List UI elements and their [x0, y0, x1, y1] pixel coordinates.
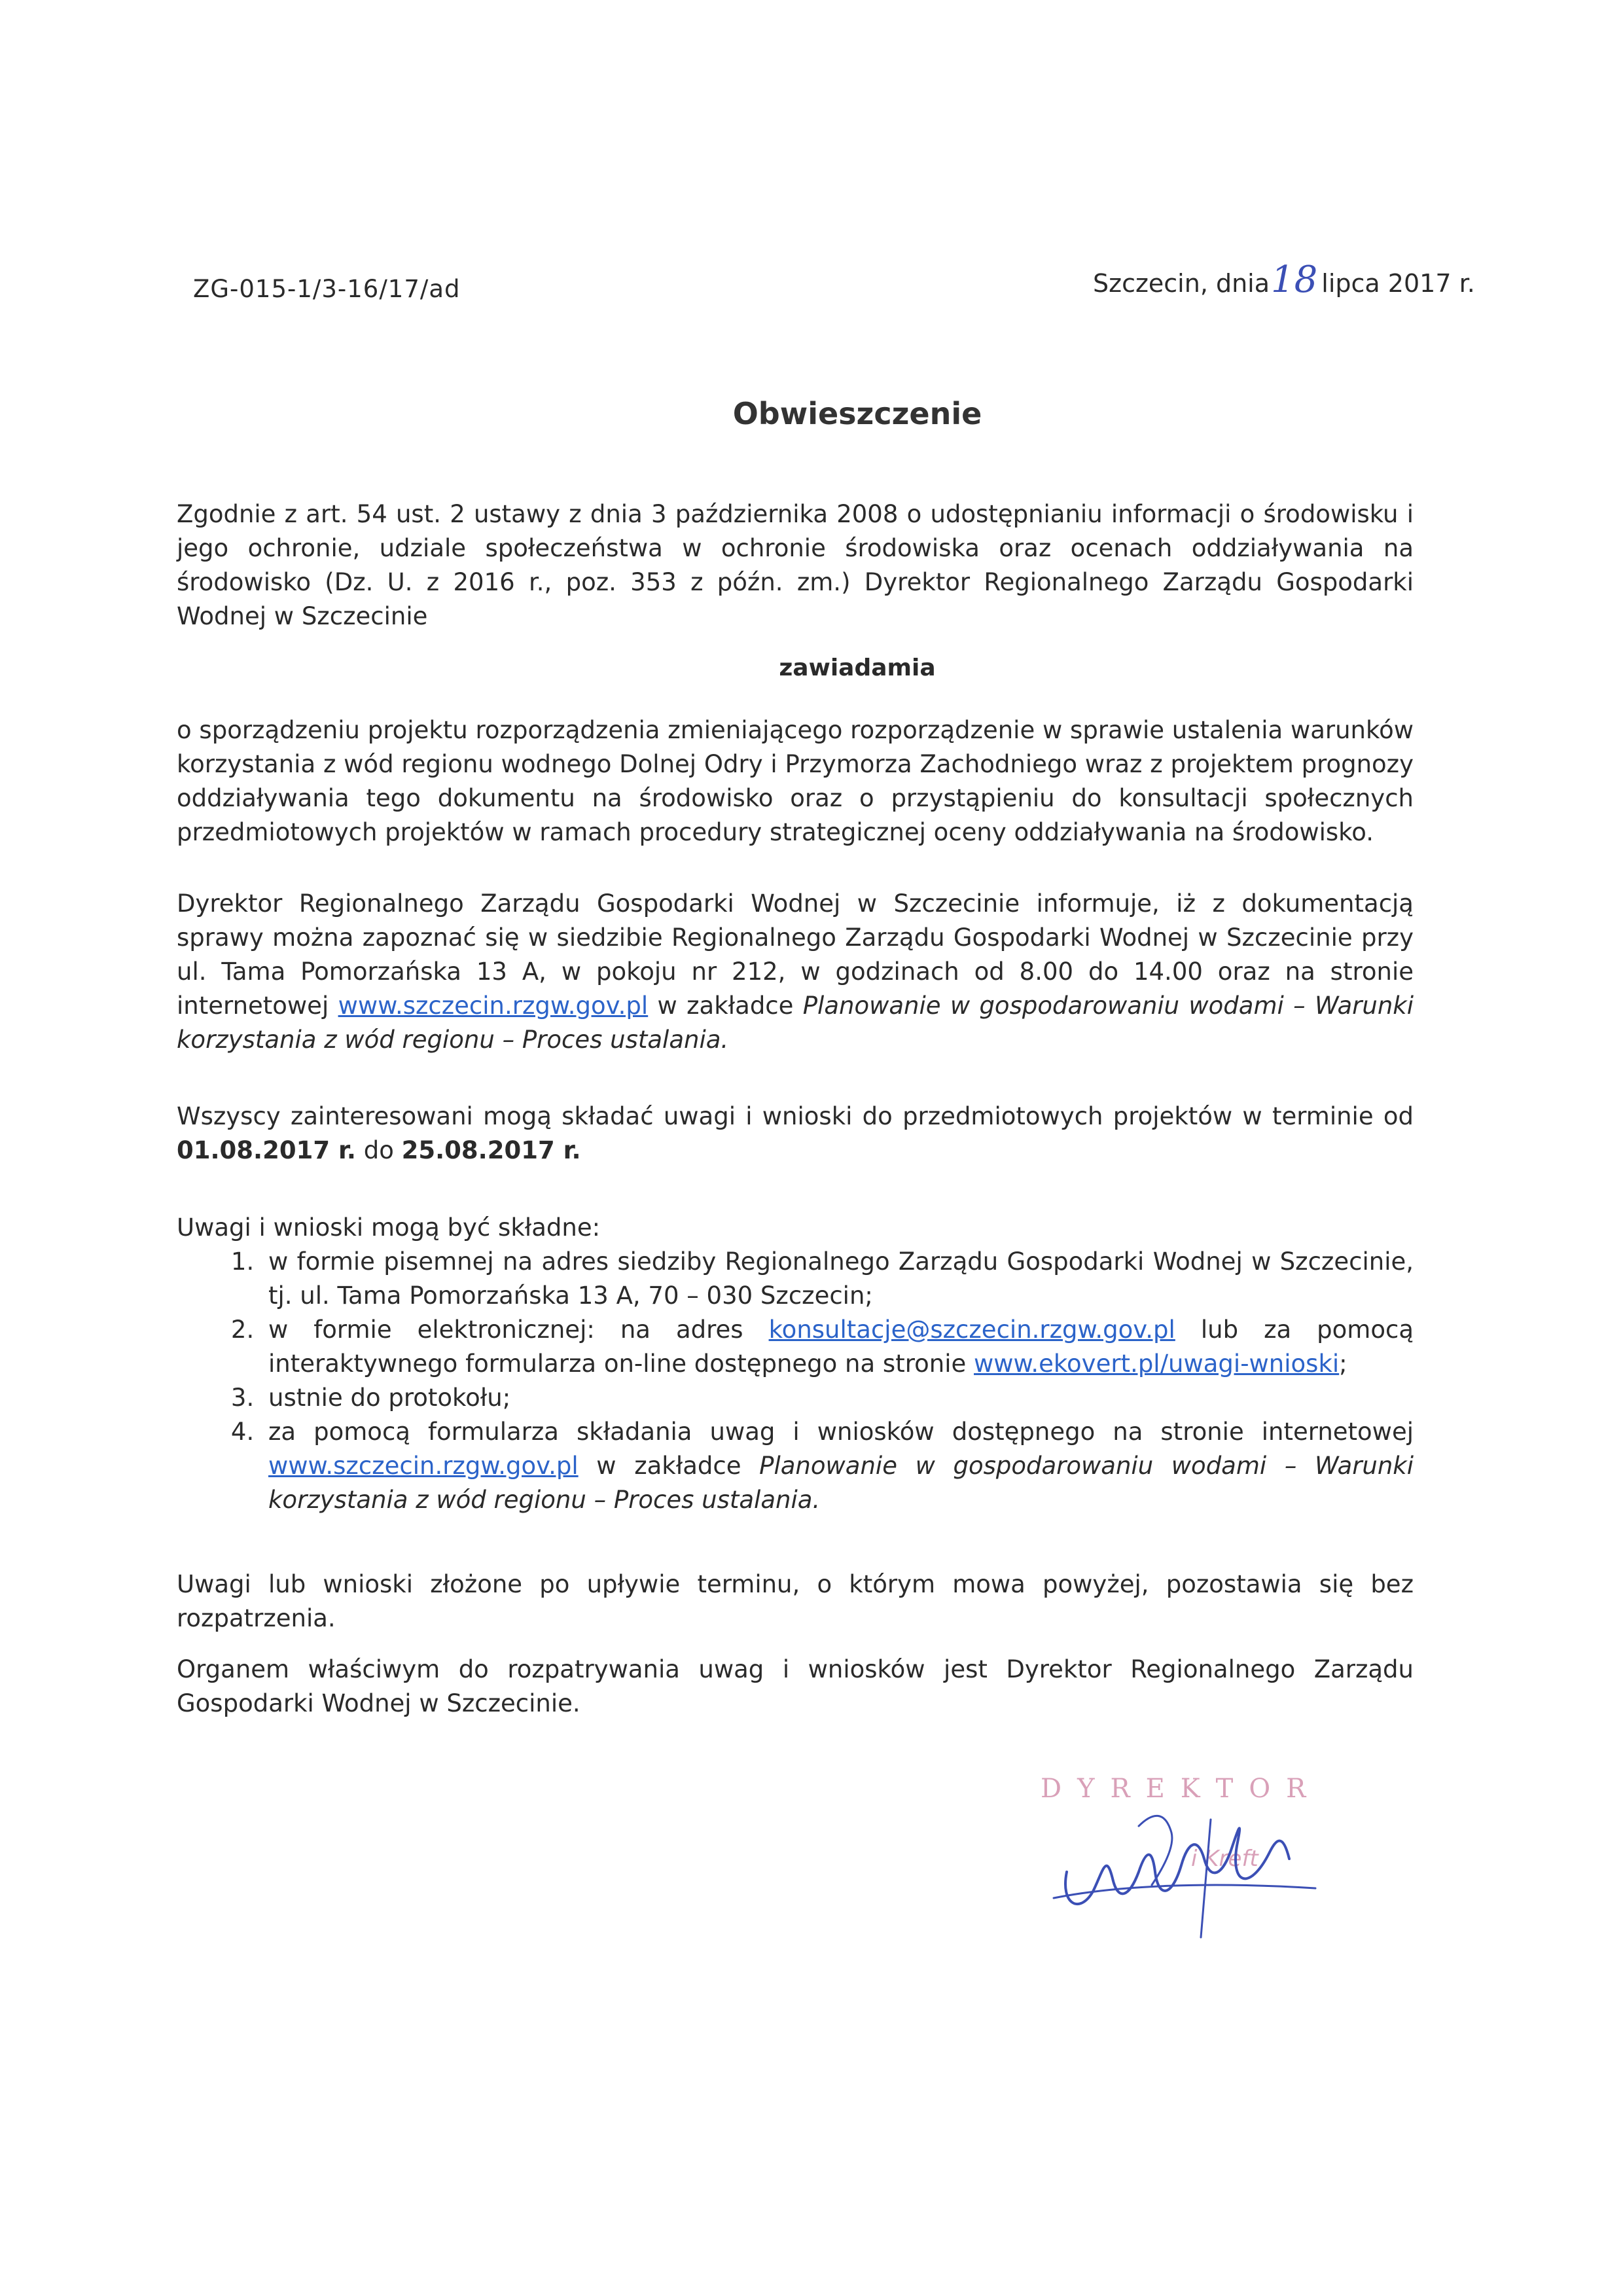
document-title: Obwieszczenie	[732, 396, 982, 431]
deadline-paragraph	[177, 1100, 1414, 1168]
access-tab-text: w zakładce	[657, 992, 794, 1020]
list-item	[262, 1415, 1414, 1517]
method-oral: ustnie do protokołu;	[268, 1384, 511, 1412]
list-intro: Uwagi i wnioski mogą być składne:	[177, 1213, 601, 1242]
authority-paragraph: Organem właściwym do rozpatrywania uwag i wniosków jest Dyrektor Regionalnego Zarządu Gospodarki Wodnej w Szczecinie.	[177, 1655, 1414, 1717]
list-item	[262, 1245, 1414, 1313]
website-link[interactable]: www.szczecin.rzgw.gov.pl	[338, 992, 649, 1020]
director-stamp	[1041, 1774, 1342, 1944]
intro-paragraph: Zgodnie z art. 54 ust. 2 ustawy z dnia 3 października 2008 o udostępnianiu informacji o środowisku i jego ochronie, udziale społeczeństwa w ochronie środowiska oraz ocenach oddziaływania na środowisko (Dz. U. z 2016 r., poz. 353 z późn. zm.) Dyrektor Regionalnego Zarządu Gospodarki Wodnej w Szczecinie	[177, 500, 1414, 630]
date-prefix: Szczecin, dnia	[1093, 269, 1270, 298]
list-item	[262, 1381, 1414, 1415]
method-form-tab-name: Planowanie w gospodarowaniu wodami – Warunki korzystania z wód regionu – Proces ustalania.	[268, 1452, 1414, 1514]
list-item	[262, 1313, 1414, 1381]
date-suffix: lipca 2017 r.	[1321, 269, 1475, 298]
method-electronic-text: w formie elektronicznej: na adres	[268, 1316, 743, 1344]
access-tab-name: Planowanie w gospodarowaniu wodami – Warunki korzystania z wód regionu – Proces ustalania.	[177, 992, 1414, 1054]
method-electronic-end: ;	[1339, 1350, 1347, 1378]
date-day-handwritten: 18	[1271, 259, 1318, 301]
submission-methods	[177, 1211, 1414, 1517]
access-text: Dyrektor Regionalnego Zarządu Gospodarki Wodnej w Szczecinie informuje, iż z dokumentacją sprawy można zapoznać się w siedzibie Regionalnego Zarządu Gospodarki Wodnej w Szczecinie przy ul. Tama Pomorzańska 13 A, w pokoju nr 212, w godzinach od 8.00 do 14.00 oraz na stronie internetowej	[177, 889, 1414, 1020]
method-form-tab-text: w zakładce	[596, 1452, 741, 1480]
methods-list	[177, 1245, 1414, 1517]
email-link[interactable]: konsultacje@szczecin.rzgw.gov.pl	[768, 1316, 1175, 1344]
deadline-from: 01.08.2017 r.	[177, 1136, 356, 1164]
stamp-title: DYREKTOR	[1041, 1774, 1322, 1804]
method-written: w formie pisemnej na adres siedziby Regionalnego Zarządu Gospodarki Wodnej w Szczecinie, tj. ul. Tama Pomorzańska 13 A, 70 – 030 Szczecin;	[268, 1247, 1414, 1310]
date-line	[1093, 259, 1475, 301]
announce-heading: zawiadamia	[779, 655, 936, 681]
stamp-name: i Kreft	[1191, 1846, 1258, 1872]
method-form-text: za pomocą formularza składania uwag i wniosków dostępnego na stronie internetowej	[268, 1418, 1414, 1446]
subject-paragraph: o sporządzeniu projektu rozporządzenia zmieniającego rozporządzenie w sprawie ustalenia warunków korzystania z wód regionu wodnego Dolnej Odry i Przymorza Zachodniego wraz z projektem prognozy oddziaływania tego dokumentu na środowisko oraz o przystąpieniu do konsultacji społecznych przedmiotowych projektów w ramach procedury strategicznej oceny oddziaływania na środowisko.	[177, 716, 1414, 846]
method-electronic-text-2: lub za pomocą interaktywnego formularza on-line dostępnego na stronie	[268, 1316, 1414, 1378]
signature-icon	[1041, 1774, 1342, 1944]
reference-number: ZG-015-1/3-16/17/ad	[193, 275, 461, 303]
form-link[interactable]: www.ekovert.pl/uwagi-wnioski	[974, 1350, 1340, 1378]
deadline-mid: do	[363, 1136, 394, 1164]
deadline-to: 25.08.2017 r.	[401, 1136, 581, 1164]
website-link-2[interactable]: www.szczecin.rzgw.gov.pl	[268, 1452, 579, 1480]
deadline-text: Wszyscy zainteresowani mogą składać uwagi i wnioski do przedmiotowych projektów w terminie od	[177, 1102, 1414, 1130]
access-paragraph	[177, 887, 1414, 1057]
late-submission-paragraph: Uwagi lub wnioski złożone po upływie terminu, o którym mowa powyżej, pozostawia się bez rozpatrzenia.	[177, 1570, 1414, 1632]
